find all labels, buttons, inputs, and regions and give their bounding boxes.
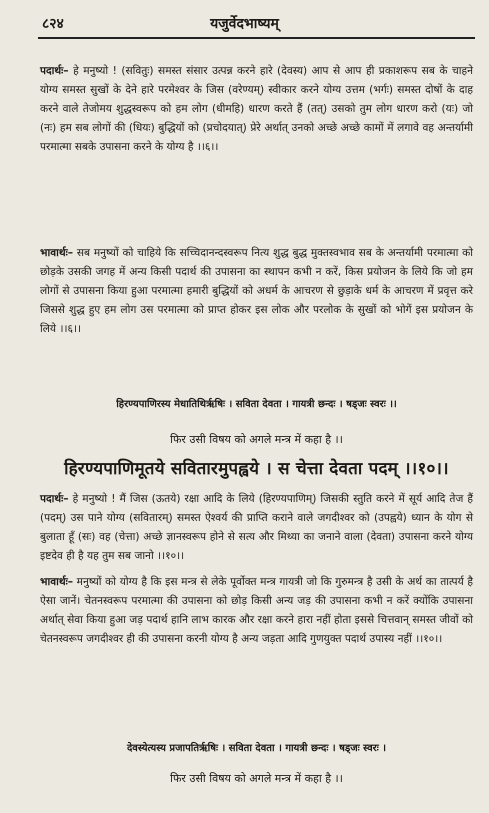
mantra-text: हिरण्यपाणिमूतये सवितारमुपह्वये । स चेत्ता देवता पदम् ।।१०।। [64, 459, 449, 479]
padartha-label-1: पदार्थः– [40, 65, 69, 77]
next-mantra-note-1: फिर उसी विषय को अगले मन्त्र में कहा है ।। [170, 433, 343, 446]
bhavartha-text-2: मनुष्यों को योग्य है कि इस मन्त्र से लेके पूर्वोक्त मन्त्र गायत्री जो कि गुरुमन्त्र है उसी के अर्थ का तात्पर्य है ऐसा जानें। चेतनस्वरूप परमात्मा की उपासना को छोड़ किसी अन्य जड़ की उपासना कभी न करें क्योंकि उपासना अर्थात् सेवा किया हुआ जड़ पदार्थ हानि लाभ कारक और रक्षा करने हारा नहीं होता इससे चित्तवान् समस्त जीवों को चेतनस्वरूप जगदीश्वर ही की उपासना करनी योग्य है अन्य जड़ता आदि गुणयुक्त पदार्थ उपास्य नहीं ।।१०।। [40, 576, 473, 645]
padartha-text-2: हे मनुष्यो ! मैं जिस (ऊतये) रक्षा आदि के लिये (हिरण्यपाणिम्) जिसकी स्तुति करने में सूर्य आदि तेज हैं (पदम्) उस पाने योग्य (सवितारम्) समस्त ऐश्वर्य की प्राप्ति कराने वाले जगदीश्वर को (उपह्वये) ध्यान के योग से बुलाता हूँ (सः) वह (चेत्ता) अच्छे ज्ञानस्वरूप होने से सत्य और मिथ्या का जनाने वाला (देवता) उपासना करने योग्य इष्टदेव ही है यह तुम सब जानो ।।१०।। [40, 493, 473, 562]
header-rule [38, 37, 475, 39]
bhavartha-label-2: भावार्थः– [40, 576, 74, 588]
next-mantra-note-2: फिर उसी विषय को अगले मन्त्र में कहा है ।। [170, 772, 343, 785]
bhavartha-label-1: भावार्थः– [40, 247, 74, 259]
bhavartha-paragraph-1 [40, 244, 473, 339]
padartha-text-1: हे मनुष्यो ! (सवितुः) समस्त संसार उत्पन्न करने हारे (देवस्य) आप से आप ही प्रकाशरूप सब के चाहने योग्य समस्त सुखों के देने हारे परमेश्वर के जिस (वरेण्यम्) स्वीकार करने योग्य उत्तम (भर्गः) समस्त दोषों के दाह करने वाले तेजोमय शुद्धस्वरूप को हम लोग (धीमहि) धारण करते हैं (तत्) उसको तुम लोग धारण करो (यः) जो (नः) हम सब लोगों की (धियः) बुद्धियों को (प्रचोदयात्) प्रेरे अर्थात् उनको अच्छे अच्छे कामों में लगावे वह अन्तर्यामी परमात्मा सबके उपासना करने के योग्य है ।।६।। [40, 65, 473, 153]
bhavartha-text-1: सब मनुष्यों को चाहिये कि सच्चिदानन्दस्वरूप नित्य शुद्ध बुद्ध मुक्तस्वभाव सब के अन्तर्यामी परमात्मा को छोड़के उसकी जगह में अन्य किसी पदार्थ की उपासना का स्थापन कभी न करें, किस प्रयोजन के लिये कि जो हम लोगों से उपासना किया हुआ परमात्मा हमारी बुद्धियों को अधर्म के आचरण से छुड़ाके धर्म के आचरण में प्रवृत्त करे जिससे शुद्ध हुए हम लोग उस परमात्मा को प्राप्त होकर इस लोक और परलोक के सुखों को भोगें इस प्रयोजन के लिये ।।६।। [40, 247, 473, 335]
padartha-paragraph-1 [40, 62, 473, 157]
mantra-metadata-2: देवस्येत्यस्य प्रजापतिर्ऋषिः । सविता देवता । गायत्री छन्दः । षड्जः स्वरः । [126, 743, 387, 754]
padartha-label-2: पदार्थः– [40, 493, 69, 505]
page-number: ८२४ [42, 16, 64, 32]
running-title: यजुर्वेदभाष्यम् [210, 16, 279, 32]
mantra-metadata-1: हिरण्यपाणिरस्य मेधातिथिर्ऋषिः । सविता देवता । गायत्री छन्दः । षड्जः स्वरः ।। [116, 399, 397, 410]
padartha-paragraph-2 [40, 490, 473, 566]
bhavartha-paragraph-2 [40, 573, 473, 649]
page-header [0, 8, 489, 36]
